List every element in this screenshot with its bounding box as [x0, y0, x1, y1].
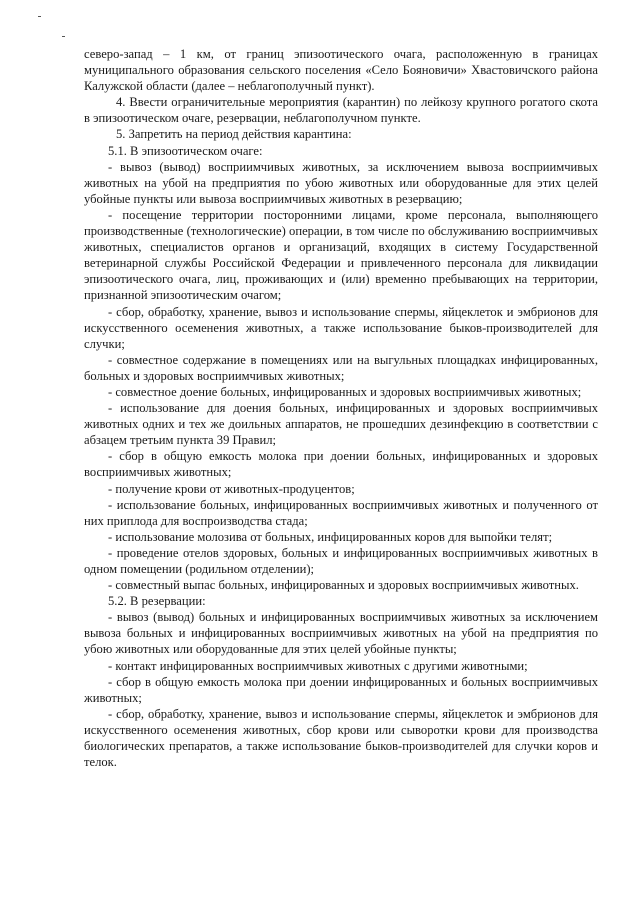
- paragraph-20: - сбор в общую емкость молока при доении инфицированных и больных восприимчивых животных;: [84, 674, 598, 705]
- paragraph-13: - использование больных, инфицированных восприимчивых животных и полученного от них приплода для воспроизводства стада;: [84, 497, 598, 528]
- paragraph-7: - сбор, обработку, хранение, вывоз и использование спермы, яйцеклеток и эмбрионов для искусственного осеменения животных, а также использование быков-производителей для случки;: [84, 304, 598, 351]
- scan-mark: [38, 16, 41, 17]
- paragraph-12: - получение крови от животных-продуцентов;: [108, 481, 355, 496]
- paragraph-5: - вывоз (вывод) восприимчивых животных, за исключением вывоза восприимчивых животных на убой на предприятия по убою животных или оборудованные для этих целей убойные пункты или вывоза восприимчивых животных в резервацию;: [84, 159, 598, 206]
- paragraph-17: 5.2. В резервации:: [108, 594, 206, 609]
- paragraph-16: - совместный выпас больных, инфицированных и здоровых восприимчивых животных.: [108, 578, 579, 593]
- paragraph-11: - сбор в общую емкость молока при доении больных, инфицированных и здоровых восприимчивых животных;: [84, 449, 598, 480]
- paragraph-18: - вывоз (вывод) больных и инфицированных восприимчивых животных за исключением вывоза больных и инфицированных восприимчивых животных на убой на предприятия по убою животных или оборудованные для этих целей убойные пункты;: [84, 610, 598, 657]
- paragraph-4: 5.1. В эпизоотическом очаге:: [108, 143, 263, 158]
- paragraph-15: - проведение отелов здоровых, больных и инфицированных восприимчивых животных в одном помещении (родильном отделении);: [84, 545, 598, 576]
- paragraph-1: северо-запад – 1 км, от границ эпизоотического очага, расположенную в границах муниципального образования сельского поселения «Село Бояновичи» Хвастовичского района Калужской области (далее – неблагополучный пункт).: [84, 47, 598, 94]
- paragraph-6: - посещение территории посторонними лицами, кроме персонала, выполняющего производственные (технологические) операции, в том числе по обслуживанию восприимчивых животных, специалистов органов и организаций, входящих в систему Государственной ветеринарной службы Российской Федерации и привлеченного персонала для ликвидации эпизоотического очага, лиц, проживающих и (или) временно пребывающих на территории, признанной эпизоотическим очагом;: [84, 207, 598, 303]
- paragraph-9: - совместное доение больных, инфицированных и здоровых восприимчивых животных;: [108, 384, 582, 399]
- paragraph-10: - использование для доения больных, инфицированных и здоровых восприимчивых животных одних и тех же доильных аппаратов, не прошедших дезинфекцию в соответствии с абзацем третьим пункта 39 Правил;: [84, 401, 598, 448]
- paragraph-21: - сбор, обработку, хранение, вывоз и использование спермы, яйцеклеток и эмбрионов для искусственного осеменения животных, сбор крови или сыворотки крови для производства биологических препаратов, а также использование быков-производителей для случки коров и телок.: [84, 706, 598, 770]
- paragraph-2: 4. Ввести ограничительные мероприятия (карантин) по лейкозу крупного рогатого скота в эпизоотическом очаге, резервации, неблагополучном пункте.: [84, 95, 598, 126]
- paragraph-14: - использование молозива от больных, инфицированных коров для выпойки телят;: [108, 529, 553, 544]
- paragraph-3: 5. Запретить на период действия карантина:: [116, 127, 352, 142]
- paragraph-19: - контакт инфицированных восприимчивых животных с другими животными;: [108, 658, 528, 673]
- scan-mark: [62, 36, 65, 37]
- paragraph-8: - совместное содержание в помещениях или на выгульных площадках инфицированных, больных и здоровых восприимчивых животных;: [84, 352, 598, 383]
- document-page: [84, 46, 598, 770]
